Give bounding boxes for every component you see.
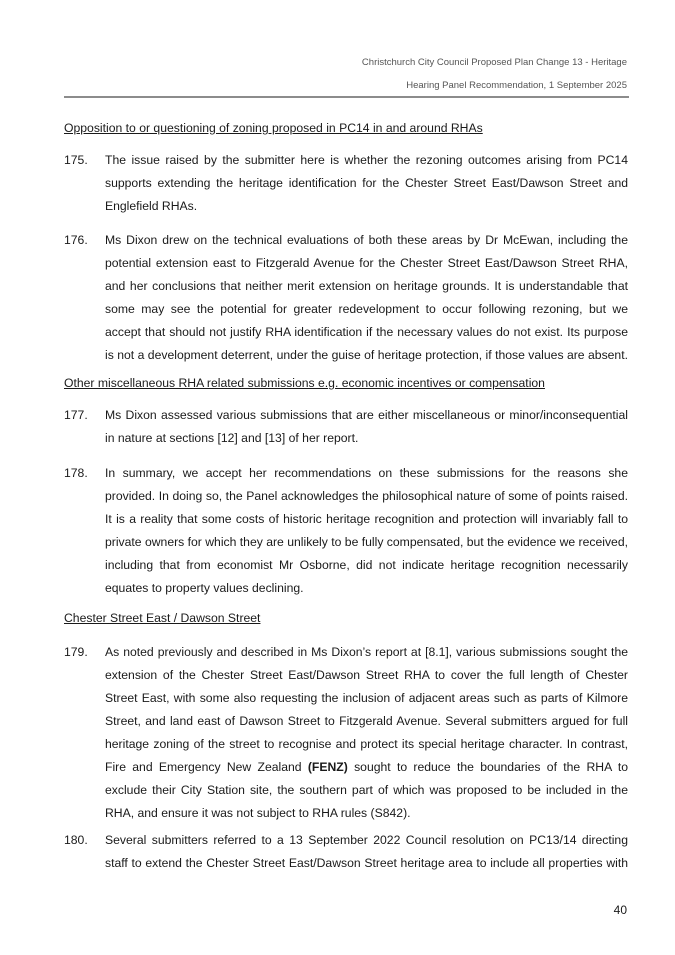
paragraph-line: It is a reality that some costs of historic heritage recognition and protection will invariably fall to xyxy=(105,512,628,526)
header-document-subtitle: Hearing Panel Recommendation, 1 September 2025 xyxy=(406,80,627,91)
paragraph-number: 180. xyxy=(64,833,88,847)
paragraph-line: Street East, with some also requesting the inclusion of adjacent areas such as parts of Kilmore xyxy=(105,691,628,705)
paragraph-line: RHA, and ensure it was not subject to RHA rules (S842). xyxy=(105,806,411,820)
header-divider xyxy=(64,96,629,98)
paragraph-line: In summary, we accept her recommendations on these submissions for the reasons she xyxy=(105,466,628,480)
paragraph-line: heritage zoning of the street to recognise and protect its special heritage character. In contrast, xyxy=(105,737,628,751)
paragraph-line: As noted previously and described in Ms Dixon’s report at [8.1], various submissions sought the xyxy=(105,645,628,659)
paragraph-line: Ms Dixon assessed various submissions that are either miscellaneous or minor/inconsequential xyxy=(105,408,628,422)
page-number: 40 xyxy=(613,903,627,917)
section-heading: Chester Street East / Dawson Street xyxy=(64,611,261,625)
paragraph-line: Several submitters referred to a 13 September 2022 Council resolution on PC13/14 directing xyxy=(105,833,628,847)
paragraph-number: 178. xyxy=(64,466,88,480)
paragraph-number: 175. xyxy=(64,153,88,167)
paragraph-line: Ms Dixon drew on the technical evaluations of both these areas by Dr McEwan, including the xyxy=(105,233,628,247)
paragraph-number: 179. xyxy=(64,645,88,659)
paragraph-line: and her conclusions that neither merit extension on heritage grounds. It is understandable that xyxy=(105,279,628,293)
bold-term: (FENZ) xyxy=(307,760,348,774)
paragraph-line: extension of the Chester Street East/Dawson Street RHA to cover the full length of Chester xyxy=(105,668,628,682)
section-heading: Opposition to or questioning of zoning proposed in PC14 in and around RHAs xyxy=(64,121,483,135)
paragraph-line: is not a development deterrent, under the guise of heritage protection, if those values are absent. xyxy=(105,348,628,362)
header-document-title: Christchurch City Council Proposed Plan Change 13 - Heritage xyxy=(361,57,627,68)
paragraph-line: supports extending the heritage identification for the Chester Street East/Dawson Street and xyxy=(105,176,628,190)
paragraph-line-with-bold-term: Fire and Emergency New Zealand (FENZ) sought to reduce the boundaries of the RHA to xyxy=(105,760,628,774)
paragraph-line: potential extension east to Fitzgerald Avenue for the Chester Street East/Dawson Street RHA, xyxy=(105,256,628,270)
section-heading: Other miscellaneous RHA related submissions e.g. economic incentives or compensation xyxy=(64,376,545,390)
paragraph-number: 177. xyxy=(64,408,88,422)
paragraph-line: Street, and land east of Dawson Street to Fitzgerald Avenue. Several submitters argued for full xyxy=(105,714,628,728)
paragraph-line: The issue raised by the submitter here is whether the rezoning outcomes arising from PC14 xyxy=(105,153,628,167)
paragraph-line: some may see the potential for greater redevelopment to occur following rezoning, but we xyxy=(105,302,628,316)
paragraph-number: 176. xyxy=(64,233,88,247)
paragraph-line: private owners for which they are unlikely to be fully compensated, but the evidence we received, xyxy=(105,535,628,549)
paragraph-line: equates to property values declining. xyxy=(105,581,304,595)
paragraph-line: accept that should not justify RHA identification if the necessary values do not exist. Its purpose xyxy=(105,325,628,339)
paragraph-line: Englefield RHAs. xyxy=(105,199,198,213)
paragraph-line: including that from economist Mr Osborne, did not indicate heritage recognition necessarily xyxy=(105,558,628,572)
paragraph-line: provided. In doing so, the Panel acknowledges the philosophical nature of some of points raised. xyxy=(105,489,628,503)
paragraph-line: staff to extend the Chester Street East/Dawson Street heritage area to include all properties with xyxy=(105,856,628,870)
paragraph-line: in nature at sections [12] and [13] of her report. xyxy=(105,431,359,445)
paragraph-line: exclude their City Station site, the southern part of which was proposed to be included in the xyxy=(105,783,628,797)
